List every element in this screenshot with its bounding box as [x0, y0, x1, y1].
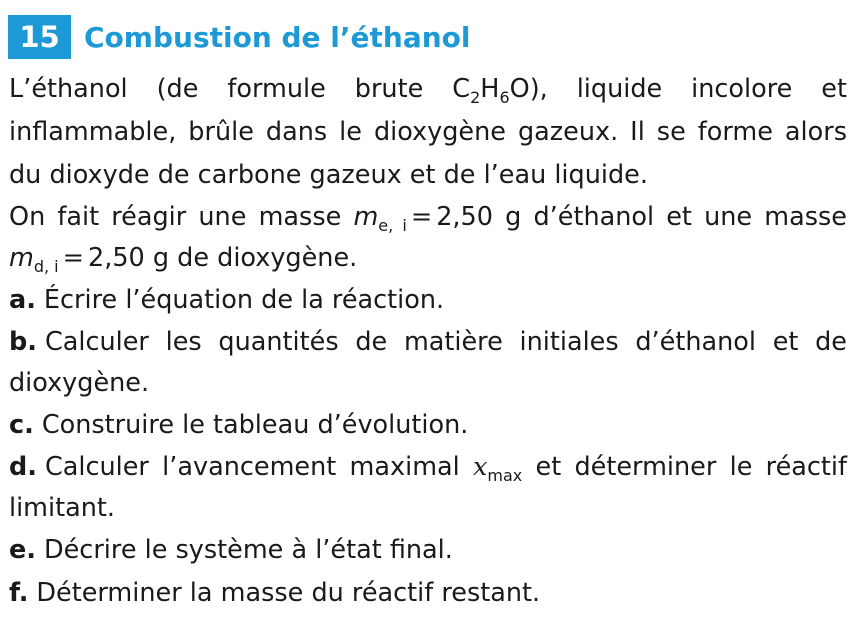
question-text: Décrire le système à l’état final.: [43, 535, 453, 565]
question-c: [9, 404, 847, 447]
intro-p1-text-c: O), liquide incolore et inflammable, brûle dans le dioxygène gazeux. Il se forme alors du dioxyde de carbone gazeux et de l’eau liquide.: [9, 74, 847, 190]
intro-p1-text-a: L’éthanol (de formule brute C: [9, 74, 471, 104]
intro-p2-text-c: 2,50 g de dioxygène.: [88, 243, 358, 273]
question-e: [9, 529, 847, 572]
question-text-b: et déterminer le réactif limitant.: [9, 452, 847, 523]
subscript-c: 2: [470, 88, 481, 107]
question-text: Écrire l’équation de la réaction.: [43, 285, 445, 315]
question-f: [9, 572, 847, 615]
equals-sign-2: =: [62, 243, 84, 273]
exercise-header: [8, 14, 471, 60]
x-max-symbol: x: [473, 452, 488, 482]
x-max-subscript: max: [487, 466, 523, 485]
intro-p2-text-b: 2,50 g d’éthanol et une masse: [436, 202, 847, 232]
intro-p2-text-a: On fait réagir une masse: [9, 202, 354, 232]
question-text: Calculer les quantités de matière initiales d’éthanol et de dioxygène.: [9, 327, 847, 398]
equals-sign-1: =: [410, 202, 433, 232]
question-label: d.: [9, 452, 37, 482]
question-label: c.: [9, 410, 34, 440]
subscript-h: 6: [499, 88, 510, 107]
exercise-body: [9, 68, 847, 615]
mass-dioxygen-subscript: d, i: [33, 257, 59, 276]
question-text-a: Calculer l’avancement maximal: [44, 452, 474, 482]
question-label: b.: [9, 327, 37, 357]
exercise-number-badge: 15: [8, 15, 71, 59]
exercise-title: Combustion de l’éthanol: [84, 20, 471, 54]
question-label: e.: [9, 535, 36, 565]
question-label: a.: [9, 285, 36, 315]
question-text: Déterminer la masse du réactif restant.: [36, 578, 541, 608]
question-a: [9, 279, 847, 322]
intro-paragraph-2: [9, 197, 847, 279]
mass-dioxygen-symbol: m: [9, 243, 34, 273]
mass-ethanol-subscript: e, i: [378, 216, 407, 235]
intro-paragraph-1: [9, 68, 847, 197]
question-d: [9, 447, 847, 529]
question-b: [9, 322, 847, 404]
mass-ethanol-symbol: m: [353, 202, 379, 232]
intro-p1-text-b: H: [480, 74, 500, 104]
question-label: f.: [9, 578, 29, 608]
question-text: Construire le tableau d’évolution.: [41, 410, 469, 440]
